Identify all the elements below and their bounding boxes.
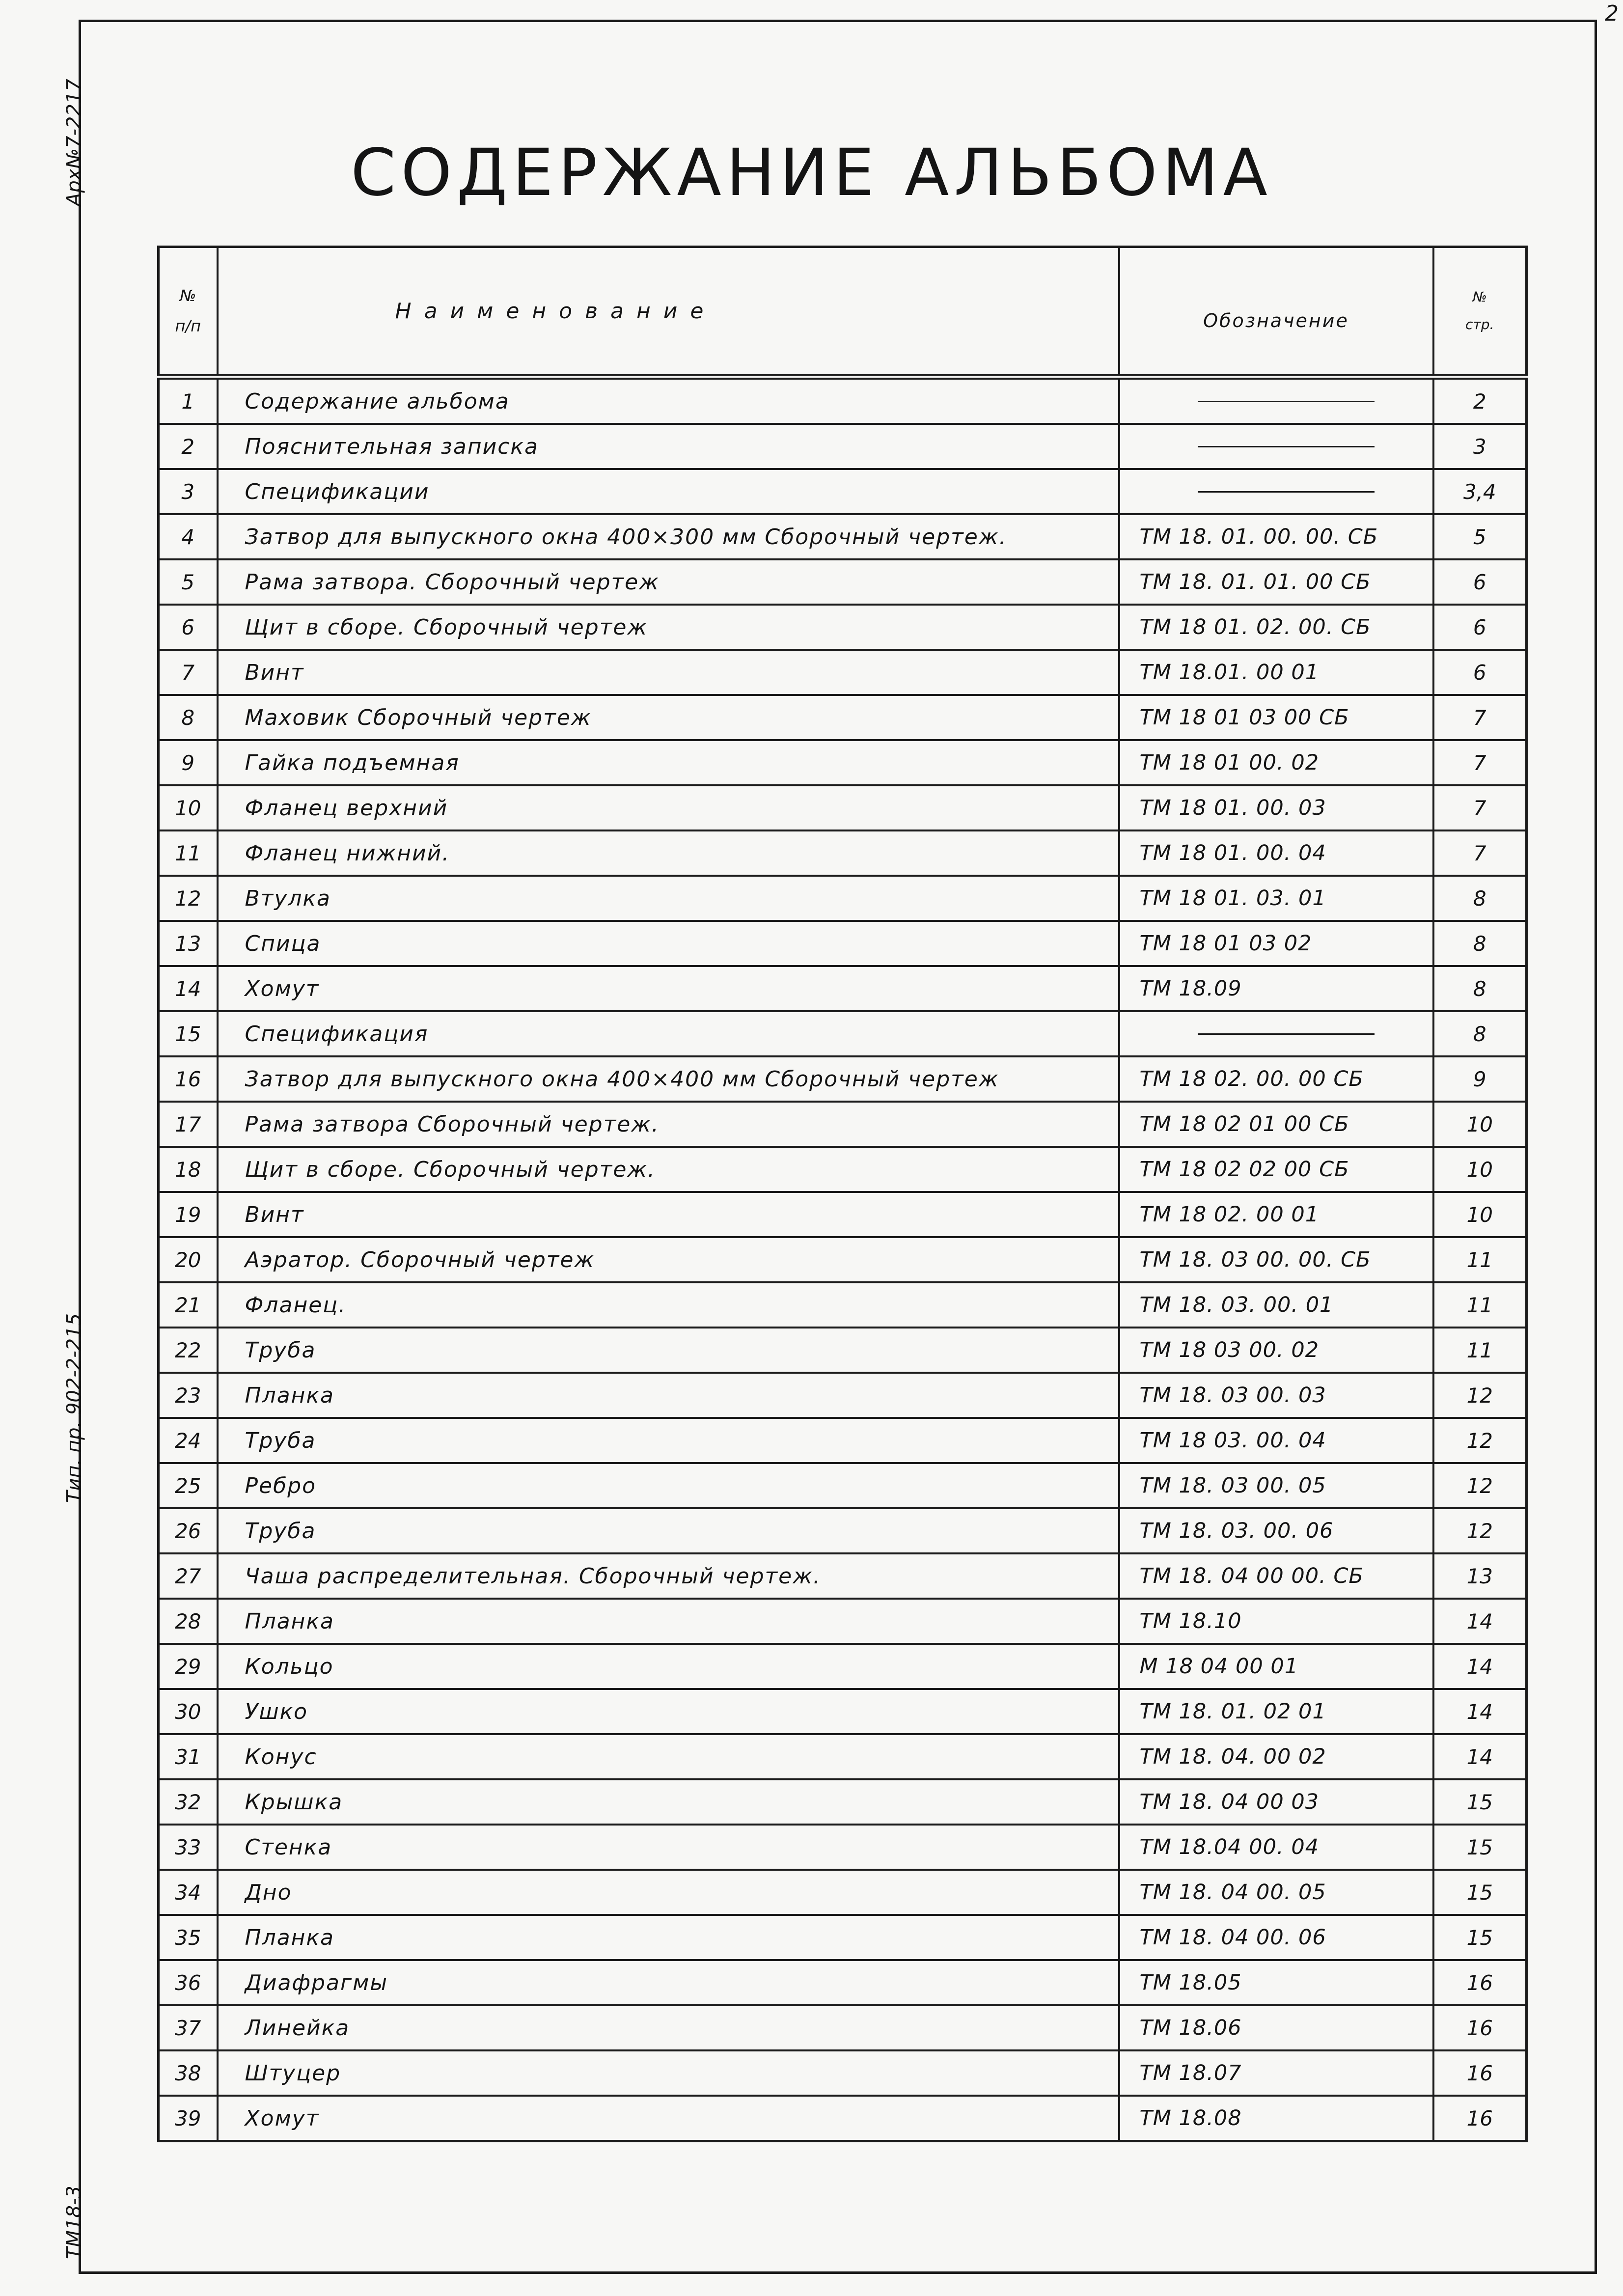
- row-designation: ТМ 18. 03 00. 05: [1119, 1463, 1433, 1508]
- table-row: [159, 740, 1527, 785]
- row-page: 15: [1433, 1779, 1527, 1825]
- header-designation: Обозначение: [1119, 247, 1433, 377]
- row-designation: ТМ 18.01. 00 01: [1119, 650, 1433, 695]
- row-page: 15: [1433, 1915, 1527, 1960]
- row-number: 6: [159, 605, 218, 650]
- table-row: [159, 650, 1527, 695]
- table-row: [159, 2096, 1527, 2141]
- table-row: [159, 1373, 1527, 1418]
- row-page: 7: [1433, 830, 1527, 876]
- table-header-row: [159, 247, 1527, 377]
- header-name: Наименование: [218, 247, 1119, 377]
- row-name: Аэратор. Сборочный чертеж: [218, 1237, 1119, 1282]
- row-page: 8: [1433, 1011, 1527, 1056]
- row-designation: ТМ 18 01. 00. 04: [1119, 830, 1433, 876]
- row-designation: ТМ 18. 04 00 03: [1119, 1779, 1433, 1825]
- series-label: ТМ18-3: [63, 2185, 85, 2259]
- row-name: Содержание альбома: [218, 377, 1119, 424]
- row-page: 8: [1433, 921, 1527, 966]
- table-row: [159, 1960, 1527, 2005]
- row-designation: ТМ 18 02. 00. 00 СБ: [1119, 1056, 1433, 1102]
- row-number: 27: [159, 1553, 218, 1599]
- row-name: Кольцо: [218, 1644, 1119, 1689]
- table-row: [159, 921, 1527, 966]
- table-row: [159, 1418, 1527, 1463]
- row-page: 6: [1433, 559, 1527, 605]
- row-number: 39: [159, 2096, 218, 2141]
- table-row: [159, 1328, 1527, 1373]
- table-row: [159, 1825, 1527, 1870]
- header-number-line2: п/п: [175, 317, 201, 335]
- header-page-line2: стр.: [1465, 316, 1494, 332]
- row-name: Диафрагмы: [218, 1960, 1119, 2005]
- row-designation: ТМ 18.08: [1119, 2096, 1433, 2141]
- table-row: [159, 1689, 1527, 1734]
- row-name: Крышка: [218, 1779, 1119, 1825]
- row-name: Спецификация: [218, 1011, 1119, 1056]
- row-page: 7: [1433, 695, 1527, 740]
- row-name: Затвор для выпускного окна 400×300 мм Сборочный чертеж.: [218, 514, 1119, 559]
- empty-designation-dash: [1198, 446, 1375, 447]
- archive-number-label: Арх№7-2217: [63, 79, 85, 206]
- row-number: 11: [159, 830, 218, 876]
- row-name: Штуцер: [218, 2050, 1119, 2096]
- row-number: 23: [159, 1373, 218, 1418]
- row-page: 14: [1433, 1644, 1527, 1689]
- row-designation: [1119, 424, 1433, 469]
- table-row: [159, 1915, 1527, 1960]
- row-name: Планка: [218, 1599, 1119, 1644]
- row-page: 14: [1433, 1599, 1527, 1644]
- row-designation: ТМ 18.10: [1119, 1599, 1433, 1644]
- row-name: Труба: [218, 1328, 1119, 1373]
- row-page: 12: [1433, 1508, 1527, 1553]
- row-number: 8: [159, 695, 218, 740]
- row-name: Маховик Сборочный чертеж: [218, 695, 1119, 740]
- row-designation: ТМ 18. 01. 00. 00. СБ: [1119, 514, 1433, 559]
- row-number: 22: [159, 1328, 218, 1373]
- row-name: Пояснительная записка: [218, 424, 1119, 469]
- row-designation: ТМ 18 01. 00. 03: [1119, 785, 1433, 830]
- row-designation: ТМ 18. 04 00. 05: [1119, 1870, 1433, 1915]
- row-page: 14: [1433, 1734, 1527, 1779]
- row-number: 36: [159, 1960, 218, 2005]
- row-number: 24: [159, 1418, 218, 1463]
- row-number: 21: [159, 1282, 218, 1328]
- row-page: 11: [1433, 1282, 1527, 1328]
- table-row: [159, 785, 1527, 830]
- row-designation: ТМ 18. 03. 00. 01: [1119, 1282, 1433, 1328]
- row-designation: ТМ 18.04 00. 04: [1119, 1825, 1433, 1870]
- row-page: 2: [1433, 377, 1527, 424]
- empty-designation-dash: [1198, 401, 1375, 402]
- table-row: [159, 1599, 1527, 1644]
- table-row: [159, 2050, 1527, 2096]
- row-page: 14: [1433, 1689, 1527, 1734]
- project-number-label: Тип. пр. 902-2-215: [63, 1313, 85, 1503]
- row-page: 16: [1433, 2005, 1527, 2050]
- row-name: Щит в сборе. Сборочный чертеж.: [218, 1147, 1119, 1192]
- row-designation: ТМ 18. 04 00 00. СБ: [1119, 1553, 1433, 1599]
- row-designation: ТМ 18 02. 00 01: [1119, 1192, 1433, 1237]
- table-row: [159, 1192, 1527, 1237]
- row-name: Фланец верхний: [218, 785, 1119, 830]
- row-designation: ТМ 18 01 03 02: [1119, 921, 1433, 966]
- row-name: Винт: [218, 650, 1119, 695]
- row-designation: ТМ 18 02 01 00 СБ: [1119, 1102, 1433, 1147]
- row-designation: ТМ 18. 03. 00. 06: [1119, 1508, 1433, 1553]
- row-page: 10: [1433, 1192, 1527, 1237]
- row-designation: [1119, 1011, 1433, 1056]
- table-body: [159, 377, 1527, 2141]
- row-number: 4: [159, 514, 218, 559]
- row-page: 8: [1433, 966, 1527, 1011]
- row-name: Стенка: [218, 1825, 1119, 1870]
- contents-table: [157, 246, 1528, 2142]
- row-number: 35: [159, 1915, 218, 1960]
- row-name: Дно: [218, 1870, 1119, 1915]
- row-page: 3: [1433, 424, 1527, 469]
- row-name: Винт: [218, 1192, 1119, 1237]
- table-row: [159, 514, 1527, 559]
- row-number: 38: [159, 2050, 218, 2096]
- table-row: [159, 966, 1527, 1011]
- row-page: 16: [1433, 1960, 1527, 2005]
- row-page: 15: [1433, 1870, 1527, 1915]
- row-page: 9: [1433, 1056, 1527, 1102]
- row-page: 6: [1433, 650, 1527, 695]
- row-name: Ребро: [218, 1463, 1119, 1508]
- row-page: 8: [1433, 876, 1527, 921]
- row-number: 14: [159, 966, 218, 1011]
- row-page: 7: [1433, 740, 1527, 785]
- row-number: 19: [159, 1192, 218, 1237]
- row-name: Рама затвора. Сборочный чертеж: [218, 559, 1119, 605]
- table-row: [159, 1553, 1527, 1599]
- row-page: 16: [1433, 2096, 1527, 2141]
- row-number: 20: [159, 1237, 218, 1282]
- row-number: 34: [159, 1870, 218, 1915]
- row-designation: ТМ 18 01 00. 02: [1119, 740, 1433, 785]
- row-page: 5: [1433, 514, 1527, 559]
- table-row: [159, 1147, 1527, 1192]
- row-page: 10: [1433, 1147, 1527, 1192]
- row-page: 7: [1433, 785, 1527, 830]
- row-designation: ТМ 18. 03 00. 03: [1119, 1373, 1433, 1418]
- row-number: 7: [159, 650, 218, 695]
- row-page: 13: [1433, 1553, 1527, 1599]
- row-name: Труба: [218, 1508, 1119, 1553]
- row-number: 26: [159, 1508, 218, 1553]
- header-page: [1433, 247, 1527, 377]
- table-row: [159, 830, 1527, 876]
- row-designation: ТМ 18.06: [1119, 2005, 1433, 2050]
- table-row: [159, 605, 1527, 650]
- row-name: Спица: [218, 921, 1119, 966]
- table-row: [159, 1644, 1527, 1689]
- row-name: Чаша распределительная. Сборочный чертеж.: [218, 1553, 1119, 1599]
- table-row: [159, 424, 1527, 469]
- table-row: [159, 1734, 1527, 1779]
- row-name: Хомут: [218, 2096, 1119, 2141]
- row-number: 1: [159, 377, 218, 424]
- row-page: 11: [1433, 1237, 1527, 1282]
- row-page: 12: [1433, 1373, 1527, 1418]
- row-name: Гайка подъемная: [218, 740, 1119, 785]
- row-page: 6: [1433, 605, 1527, 650]
- row-name: Планка: [218, 1373, 1119, 1418]
- row-number: 3: [159, 469, 218, 514]
- table-row: [159, 377, 1527, 424]
- row-name: Конус: [218, 1734, 1119, 1779]
- row-name: Щит в сборе. Сборочный чертеж: [218, 605, 1119, 650]
- table-row: [159, 876, 1527, 921]
- row-designation: М 18 04 00 01: [1119, 1644, 1433, 1689]
- row-designation: ТМ 18.05: [1119, 1960, 1433, 2005]
- page-number: 2: [1605, 1, 1619, 26]
- row-number: 9: [159, 740, 218, 785]
- row-number: 10: [159, 785, 218, 830]
- row-designation: ТМ 18. 04. 00 02: [1119, 1734, 1433, 1779]
- row-designation: ТМ 18 01. 02. 00. СБ: [1119, 605, 1433, 650]
- row-number: 13: [159, 921, 218, 966]
- row-designation: [1119, 469, 1433, 514]
- row-designation: ТМ 18.09: [1119, 966, 1433, 1011]
- header-page-line1: №: [1472, 289, 1487, 305]
- row-number: 25: [159, 1463, 218, 1508]
- row-designation: ТМ 18 02 02 00 СБ: [1119, 1147, 1433, 1192]
- row-name: Планка: [218, 1915, 1119, 1960]
- row-page: 16: [1433, 2050, 1527, 2096]
- row-name: Линейка: [218, 2005, 1119, 2050]
- row-number: 15: [159, 1011, 218, 1056]
- row-page: 3,4: [1433, 469, 1527, 514]
- row-designation: ТМ 18. 01. 01. 00 СБ: [1119, 559, 1433, 605]
- table-row: [159, 469, 1527, 514]
- row-name: Рама затвора Сборочный чертеж.: [218, 1102, 1119, 1147]
- table-row: [159, 1282, 1527, 1328]
- row-name: Ушко: [218, 1689, 1119, 1734]
- header-number-line1: №: [180, 286, 196, 305]
- table-row: [159, 559, 1527, 605]
- row-number: 29: [159, 1644, 218, 1689]
- row-number: 28: [159, 1599, 218, 1644]
- row-designation: ТМ 18 03 00. 02: [1119, 1328, 1433, 1373]
- row-number: 17: [159, 1102, 218, 1147]
- table-row: [159, 1508, 1527, 1553]
- table-row: [159, 1102, 1527, 1147]
- table-row: [159, 1011, 1527, 1056]
- row-name: Затвор для выпускного окна 400×400 мм Сборочный чертеж: [218, 1056, 1119, 1102]
- row-designation: ТМ 18.07: [1119, 2050, 1433, 2096]
- row-designation: ТМ 18 01. 03. 01: [1119, 876, 1433, 921]
- row-name: Фланец.: [218, 1282, 1119, 1328]
- row-page: 10: [1433, 1102, 1527, 1147]
- row-designation: ТМ 18 01 03 00 СБ: [1119, 695, 1433, 740]
- row-number: 37: [159, 2005, 218, 2050]
- empty-designation-dash: [1198, 491, 1375, 493]
- table-row: [159, 1870, 1527, 1915]
- table-row: [159, 695, 1527, 740]
- table-row: [159, 1237, 1527, 1282]
- empty-designation-dash: [1198, 1033, 1375, 1035]
- table-row: [159, 1463, 1527, 1508]
- row-designation: [1119, 377, 1433, 424]
- row-name: Хомут: [218, 966, 1119, 1011]
- row-number: 32: [159, 1779, 218, 1825]
- row-number: 18: [159, 1147, 218, 1192]
- row-page: 12: [1433, 1418, 1527, 1463]
- table-row: [159, 2005, 1527, 2050]
- row-number: 33: [159, 1825, 218, 1870]
- row-number: 31: [159, 1734, 218, 1779]
- row-number: 30: [159, 1689, 218, 1734]
- row-designation: ТМ 18 03. 00. 04: [1119, 1418, 1433, 1463]
- row-name: Втулка: [218, 876, 1119, 921]
- row-name: Спецификации: [218, 469, 1119, 514]
- row-page: 12: [1433, 1463, 1527, 1508]
- header-number: [159, 247, 218, 377]
- row-name: Фланец нижний.: [218, 830, 1119, 876]
- row-designation: ТМ 18. 04 00. 06: [1119, 1915, 1433, 1960]
- row-number: 2: [159, 424, 218, 469]
- row-number: 16: [159, 1056, 218, 1102]
- row-designation: ТМ 18. 03 00. 00. СБ: [1119, 1237, 1433, 1282]
- row-page: 15: [1433, 1825, 1527, 1870]
- row-number: 5: [159, 559, 218, 605]
- row-page: 11: [1433, 1328, 1527, 1373]
- table-row: [159, 1779, 1527, 1825]
- page-title: СОДЕРЖАНИЕ АЛЬБОМА: [351, 135, 1272, 211]
- row-name: Труба: [218, 1418, 1119, 1463]
- row-number: 12: [159, 876, 218, 921]
- row-designation: ТМ 18. 01. 02 01: [1119, 1689, 1433, 1734]
- table-row: [159, 1056, 1527, 1102]
